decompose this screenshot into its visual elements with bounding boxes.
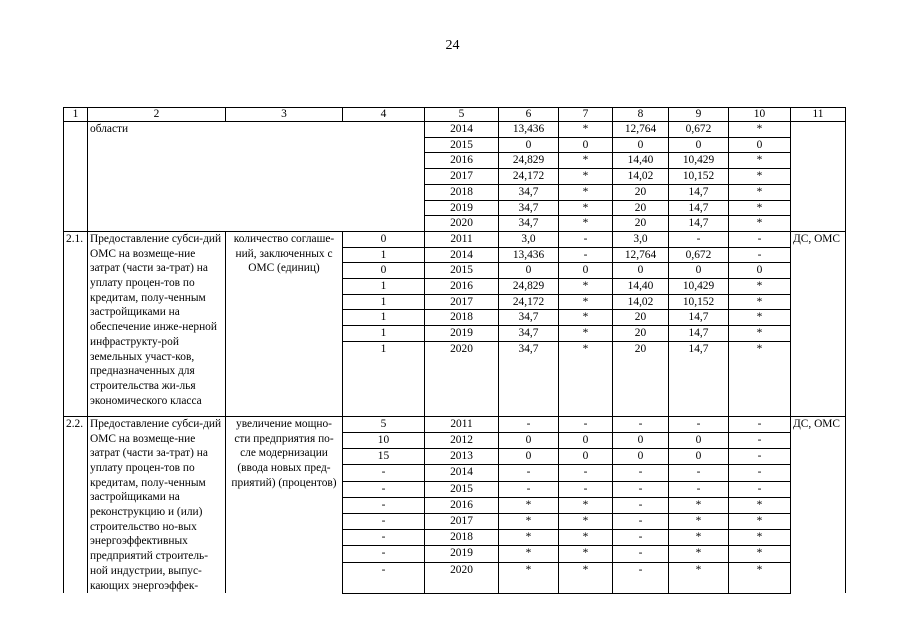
table-cell: 14,7 bbox=[669, 184, 729, 200]
table-cell: 13,436 bbox=[499, 122, 559, 138]
table-cell: - bbox=[343, 514, 425, 530]
table-cell: * bbox=[729, 546, 791, 562]
table-cell: 15 bbox=[343, 449, 425, 465]
table-cell: 2015 bbox=[425, 137, 499, 153]
table-cell: 34,7 bbox=[499, 200, 559, 216]
table-cell: * bbox=[729, 294, 791, 310]
table-cell: * bbox=[729, 497, 791, 513]
table-cell: - bbox=[343, 497, 425, 513]
table-cell: * bbox=[559, 184, 613, 200]
table-row bbox=[64, 416, 846, 432]
table-cell: 5 bbox=[343, 416, 425, 432]
table-cell: - bbox=[343, 546, 425, 562]
table-cell: - bbox=[729, 481, 791, 497]
table-cell: 2011 bbox=[425, 231, 499, 247]
table-cell: - bbox=[729, 433, 791, 449]
table-cell: 10,152 bbox=[669, 294, 729, 310]
table-cell: * bbox=[559, 294, 613, 310]
table-cell: - bbox=[613, 497, 669, 513]
table-cell: 2012 bbox=[425, 433, 499, 449]
table-cell: * bbox=[729, 216, 791, 232]
table-cell: 1 bbox=[343, 294, 425, 310]
table-cell: 2014 bbox=[425, 122, 499, 138]
table-cell: - bbox=[343, 481, 425, 497]
table-cell: 0 bbox=[343, 231, 425, 247]
table-cell: 0 bbox=[669, 449, 729, 465]
continuation-label: области bbox=[88, 122, 425, 232]
table-cell: 24,172 bbox=[499, 169, 559, 185]
table-cell: * bbox=[559, 514, 613, 530]
table-cell: - bbox=[669, 481, 729, 497]
table-cell: * bbox=[559, 279, 613, 295]
table-cell: - bbox=[669, 231, 729, 247]
table-cell: 20 bbox=[613, 200, 669, 216]
column-header: 9 bbox=[669, 108, 729, 122]
section-number-cell bbox=[64, 122, 88, 232]
table-cell: - bbox=[499, 481, 559, 497]
table-cell: * bbox=[729, 562, 791, 593]
table-cell: 14,7 bbox=[669, 341, 729, 416]
table-cell: - bbox=[729, 247, 791, 263]
column-header: 3 bbox=[226, 108, 343, 122]
table-row bbox=[64, 231, 846, 247]
section-description: Предоставление субси-дий ОМС на возмеще-ние затрат (части за-трат) на уплату процен-тов по кредитам, полу-ченным застройщиками на реконструкцию и (или) строительство но-вых энергоэффективных предприятий строитель-ной индустрии, выпус-кающих энергоэффек- bbox=[88, 416, 226, 593]
table-cell: - bbox=[729, 449, 791, 465]
table-cell: - bbox=[343, 465, 425, 481]
table-cell: 0 bbox=[559, 433, 613, 449]
budget-table bbox=[63, 107, 846, 594]
table-cell: 0,672 bbox=[669, 122, 729, 138]
table-cell: 2017 bbox=[425, 294, 499, 310]
table-cell: - bbox=[559, 481, 613, 497]
table-cell: 0 bbox=[343, 263, 425, 279]
table-cell: * bbox=[499, 514, 559, 530]
column-header: 10 bbox=[729, 108, 791, 122]
table-cell: * bbox=[669, 530, 729, 546]
table-cell: 2018 bbox=[425, 310, 499, 326]
table-cell: 0 bbox=[669, 263, 729, 279]
table-cell: 3,0 bbox=[499, 231, 559, 247]
table-cell: 2014 bbox=[425, 247, 499, 263]
table-cell: 0 bbox=[559, 449, 613, 465]
table-cell: 14,7 bbox=[669, 326, 729, 342]
table-cell: 0 bbox=[669, 137, 729, 153]
table-cell: * bbox=[559, 216, 613, 232]
table-cell: 2017 bbox=[425, 514, 499, 530]
table-cell: 1 bbox=[343, 310, 425, 326]
table-cell: * bbox=[669, 546, 729, 562]
table-cell: 2019 bbox=[425, 326, 499, 342]
table-cell: * bbox=[729, 514, 791, 530]
table-cell: 2020 bbox=[425, 562, 499, 593]
table-cell: 34,7 bbox=[499, 341, 559, 416]
table-cell: 2018 bbox=[425, 184, 499, 200]
table-cell: 2016 bbox=[425, 497, 499, 513]
executor-cell bbox=[791, 122, 846, 232]
table-cell: 24,829 bbox=[499, 153, 559, 169]
table-cell: 0 bbox=[499, 263, 559, 279]
table-cell: - bbox=[729, 465, 791, 481]
executor-cell: ДС, ОМС bbox=[791, 416, 846, 593]
table-cell: * bbox=[669, 497, 729, 513]
column-header: 8 bbox=[613, 108, 669, 122]
table-cell: 10 bbox=[343, 433, 425, 449]
table-cell: 12,764 bbox=[613, 122, 669, 138]
table-cell: 20 bbox=[613, 216, 669, 232]
table-cell: 0 bbox=[613, 137, 669, 153]
table-cell: 34,7 bbox=[499, 216, 559, 232]
table-cell: 14,02 bbox=[613, 169, 669, 185]
table-cell: 24,829 bbox=[499, 279, 559, 295]
table-cell: - bbox=[613, 465, 669, 481]
table-cell: - bbox=[613, 416, 669, 432]
table-cell: * bbox=[559, 326, 613, 342]
table-cell: 0 bbox=[613, 449, 669, 465]
table-cell: 0,672 bbox=[669, 247, 729, 263]
table-cell: * bbox=[669, 562, 729, 593]
table-cell: * bbox=[729, 326, 791, 342]
section-number: 2.1. bbox=[64, 231, 88, 416]
table-cell: * bbox=[499, 546, 559, 562]
table-cell: 20 bbox=[613, 341, 669, 416]
section-number: 2.2. bbox=[64, 416, 88, 593]
table-cell: 2011 bbox=[425, 416, 499, 432]
table-cell: 2015 bbox=[425, 263, 499, 279]
table-cell: * bbox=[499, 562, 559, 593]
table-cell: 2017 bbox=[425, 169, 499, 185]
table-cell: 0 bbox=[559, 137, 613, 153]
column-header: 5 bbox=[425, 108, 499, 122]
table-cell: - bbox=[669, 416, 729, 432]
table-cell: - bbox=[559, 231, 613, 247]
table-cell: * bbox=[729, 169, 791, 185]
table-cell: - bbox=[499, 416, 559, 432]
indicator-description: количество соглаше-ний, заключенных с ОМС (единиц) bbox=[226, 231, 343, 416]
table-cell: * bbox=[729, 122, 791, 138]
table-cell: * bbox=[559, 122, 613, 138]
table-cell: 2016 bbox=[425, 279, 499, 295]
table-cell: 2014 bbox=[425, 465, 499, 481]
table-cell: * bbox=[729, 530, 791, 546]
table-cell: * bbox=[559, 562, 613, 593]
table-header-row bbox=[64, 108, 846, 122]
table-cell: 2020 bbox=[425, 341, 499, 416]
table-cell: 14,7 bbox=[669, 310, 729, 326]
table-cell: 2015 bbox=[425, 481, 499, 497]
table-cell: * bbox=[729, 200, 791, 216]
table-cell: 10,429 bbox=[669, 153, 729, 169]
column-header: 1 bbox=[64, 108, 88, 122]
table-cell: * bbox=[559, 546, 613, 562]
table-cell: * bbox=[559, 497, 613, 513]
table-cell: * bbox=[559, 341, 613, 416]
executor-cell: ДС, ОМС bbox=[791, 231, 846, 416]
table-cell: 1 bbox=[343, 326, 425, 342]
table-cell: 0 bbox=[729, 137, 791, 153]
table-cell: - bbox=[613, 530, 669, 546]
table-cell: 34,7 bbox=[499, 184, 559, 200]
table-cell: 2019 bbox=[425, 546, 499, 562]
indicator-description: увеличение мощно-сти предприятия по-сле модернизации (ввода новых пред-приятий) (процентов) bbox=[226, 416, 343, 593]
table-cell: 0 bbox=[669, 433, 729, 449]
column-header: 11 bbox=[791, 108, 846, 122]
column-header: 2 bbox=[88, 108, 226, 122]
column-header: 4 bbox=[343, 108, 425, 122]
table-cell: 1 bbox=[343, 341, 425, 416]
table-cell: - bbox=[613, 546, 669, 562]
table-cell: 2016 bbox=[425, 153, 499, 169]
table-cell: 14,02 bbox=[613, 294, 669, 310]
table-cell: * bbox=[559, 169, 613, 185]
table-cell: * bbox=[669, 514, 729, 530]
table-cell: * bbox=[729, 341, 791, 416]
table-cell: * bbox=[559, 200, 613, 216]
table-cell: 34,7 bbox=[499, 310, 559, 326]
table-cell: 14,40 bbox=[613, 279, 669, 295]
table-cell: 1 bbox=[343, 279, 425, 295]
table-cell: - bbox=[729, 416, 791, 432]
table-cell: - bbox=[613, 562, 669, 593]
table-cell: 0 bbox=[613, 263, 669, 279]
table-cell: - bbox=[669, 465, 729, 481]
table-cell: 2020 bbox=[425, 216, 499, 232]
table-cell: 3,0 bbox=[613, 231, 669, 247]
table-cell: 20 bbox=[613, 326, 669, 342]
table-cell: 2013 bbox=[425, 449, 499, 465]
table-cell: 1 bbox=[343, 247, 425, 263]
table-cell: * bbox=[559, 530, 613, 546]
table-cell: - bbox=[559, 247, 613, 263]
table-cell: 0 bbox=[499, 449, 559, 465]
table-cell: 14,40 bbox=[613, 153, 669, 169]
table-cell: 12,764 bbox=[613, 247, 669, 263]
table-cell: 10,429 bbox=[669, 279, 729, 295]
column-header: 6 bbox=[499, 108, 559, 122]
table-cell: 2019 bbox=[425, 200, 499, 216]
table-cell: 0 bbox=[613, 433, 669, 449]
table-cell: 10,152 bbox=[669, 169, 729, 185]
table-cell: - bbox=[559, 465, 613, 481]
table-cell: 0 bbox=[499, 433, 559, 449]
table-row bbox=[64, 122, 846, 138]
table-cell: - bbox=[613, 514, 669, 530]
table-cell: * bbox=[499, 497, 559, 513]
table-cell: 34,7 bbox=[499, 326, 559, 342]
column-header: 7 bbox=[559, 108, 613, 122]
table-cell: - bbox=[729, 231, 791, 247]
table-cell: * bbox=[729, 184, 791, 200]
table-cell: - bbox=[343, 530, 425, 546]
table-cell: - bbox=[499, 465, 559, 481]
table-cell: * bbox=[729, 279, 791, 295]
table-cell: 0 bbox=[559, 263, 613, 279]
page-number: 24 bbox=[445, 38, 460, 53]
table-cell: 14,7 bbox=[669, 216, 729, 232]
table-cell: - bbox=[559, 416, 613, 432]
table-cell: * bbox=[499, 530, 559, 546]
table-cell: 20 bbox=[613, 310, 669, 326]
table-cell: 13,436 bbox=[499, 247, 559, 263]
table-cell: * bbox=[559, 310, 613, 326]
table-cell: - bbox=[343, 562, 425, 593]
table-cell: 24,172 bbox=[499, 294, 559, 310]
table-cell: * bbox=[729, 310, 791, 326]
table-cell: * bbox=[559, 153, 613, 169]
table-cell: 0 bbox=[499, 137, 559, 153]
section-description: Предоставление субси-дий ОМС на возмеще-ние затрат (части за-трат) на уплату процен-тов по кредитам, полу-ченным застройщиками на обеспечение инже-нерной инфраструкту-рой земельных участ-ков, предназначенных для строительства жи-лья экономического класса bbox=[88, 231, 226, 416]
table-cell: 20 bbox=[613, 184, 669, 200]
table-cell: - bbox=[613, 481, 669, 497]
table-cell: 14,7 bbox=[669, 200, 729, 216]
table-cell: * bbox=[729, 153, 791, 169]
table-cell: 2018 bbox=[425, 530, 499, 546]
table-cell: 0 bbox=[729, 263, 791, 279]
